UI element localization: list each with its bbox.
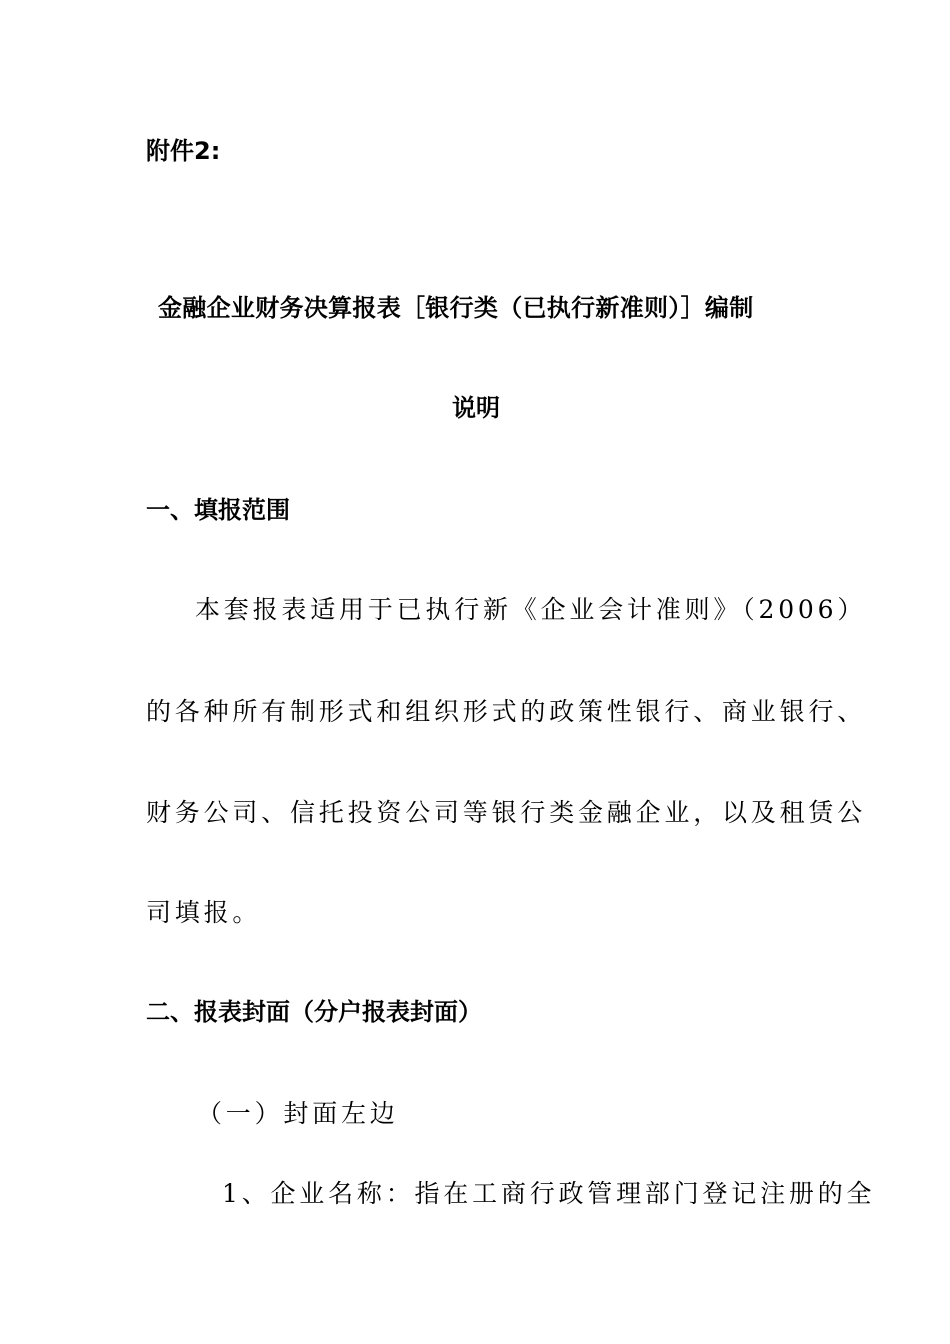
paragraph-line: 司填报。 <box>146 898 262 927</box>
paragraph-line: 财务公司、信托投资公司等银行类金融企业，以及租赁公 <box>146 798 867 827</box>
document-title-line-2: 说明 <box>452 394 500 422</box>
subheading-cover-left: （一）封面左边 <box>197 1099 399 1128</box>
section-heading-cover: 二、报表封面（分户报表封面） <box>146 998 482 1026</box>
paragraph-line: 的各种所有制形式和组织形式的政策性银行、商业银行、 <box>146 697 867 726</box>
document-title-line-1: 金融企业财务决算报表［银行类（已执行新准则）］编制 <box>158 294 754 322</box>
list-item-company-name: 1、企业名称：指在工商行政管理部门登记注册的全 <box>222 1179 876 1208</box>
paragraph-line: 本套报表适用于已执行新《企业会计准则》（2006） <box>195 595 867 624</box>
attachment-label: 附件2: <box>146 137 221 165</box>
section-heading-scope: 一、填报范围 <box>146 496 290 524</box>
